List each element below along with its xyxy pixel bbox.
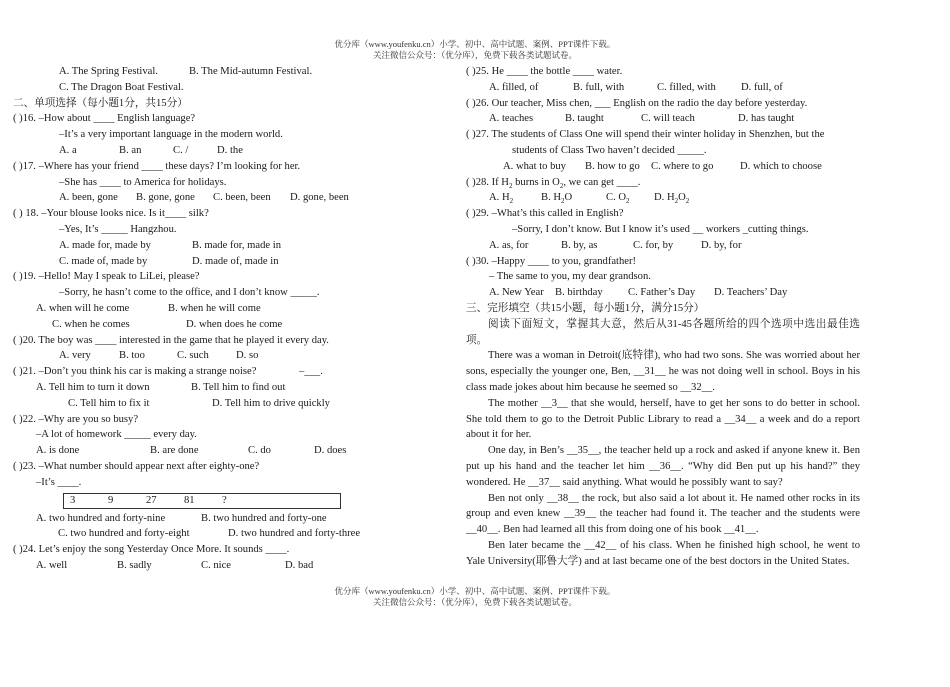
option-c[interactable]: C. Tell him to fix it (68, 397, 150, 409)
question-30-line2: – The same to you, my dear grandson. (489, 271, 651, 283)
option-d[interactable]: D. the (217, 144, 243, 156)
option-a[interactable]: A. Tell him to turn it down (36, 381, 150, 393)
question-19-stem: ( )19. –Hello! May I speak to LiLei, please? (13, 271, 200, 283)
option-a[interactable]: A. two hundred and forty-nine (36, 512, 166, 524)
option-b[interactable]: B. taught (565, 113, 604, 125)
question-21-answer-blank: –___. (299, 366, 323, 378)
subscript: 2 (559, 181, 564, 190)
question-15-option-c (13, 80, 453, 96)
option-a[interactable]: A. been, gone (59, 192, 118, 204)
option-d[interactable]: D. by, for (701, 239, 742, 251)
sequence-item: 81 (184, 494, 195, 506)
question-27-stem: ( )27. The students of Class One will spend their winter holiday in Shenzhen, but the (466, 129, 825, 141)
option-c[interactable]: C. Father’s Day (628, 287, 696, 299)
question-16-stem: ( )16. –How about ____ English language? (13, 113, 196, 125)
question-20-stem: ( )20. The boy was ____ interested in the game that he played it every day. (13, 334, 329, 346)
option-a[interactable]: A. as, for (489, 239, 529, 251)
question-17-line2: –She has ____ to America for holidays. (59, 176, 227, 188)
option-d[interactable]: D. does (314, 445, 347, 457)
option-b[interactable]: B. two hundred and forty-one (201, 512, 327, 524)
passage-paragraph-3: One day, in Ben’s __35__, the teacher held up a rock and asked if anyone knew it. Ben put up his hand and the teacher let him __36__. “Why did Ben put up his hand?” they wondered. He __37__ said anything. What would he possibly want to say? (466, 445, 860, 488)
header-line-2: 关注微信公众号：（优分库），免费下载各类试题试卷。 (372, 50, 577, 60)
option-d[interactable]: D. which to choose (740, 160, 822, 172)
subscript: 2 (509, 197, 514, 206)
option-d[interactable]: D. so (236, 350, 259, 362)
subscript: 2 (685, 197, 690, 206)
option-b[interactable]: B. when he will come (168, 302, 261, 314)
option-c[interactable]: C. will teach (641, 113, 695, 125)
question-21-options-cd (13, 396, 453, 412)
option-a[interactable]: A. teaches (489, 113, 534, 125)
option-b[interactable]: B. too (119, 350, 145, 362)
option-b[interactable]: B. gone, gone (136, 192, 195, 204)
subscript: 2 (561, 197, 565, 206)
option-c[interactable]: C. where to go (651, 160, 714, 172)
option-b[interactable]: B. sadly (117, 559, 152, 571)
question-18-stem: ( ) 18. –Your blouse looks nice. Is it____ silk? (13, 208, 209, 220)
option-a[interactable]: A. The Spring Festival. (59, 66, 158, 77)
option-c[interactable]: C. been, been (213, 192, 271, 204)
option-b[interactable]: B. full, with (573, 81, 625, 93)
question-29-options (466, 238, 860, 254)
option-d[interactable]: D. bad (285, 559, 314, 571)
page-footer (0, 586, 950, 608)
question-28-text-b: burns in O (512, 176, 560, 188)
option-a[interactable]: A. very (59, 350, 91, 362)
option-d[interactable]: D. when does he come (186, 318, 283, 330)
question-25-options (466, 80, 860, 96)
question-22-stem: ( )22. –Why are you so busy? (13, 413, 139, 425)
question-24-stem: ( )24. Let’s enjoy the song Yesterday Once More. It sounds ____. (13, 544, 290, 556)
section-2-title: 二、单项选择（每小题1分，共15分） (13, 97, 188, 109)
question-28-options (466, 190, 860, 206)
option-d-text-mid: O (678, 192, 686, 204)
question-16-line2: –It’s a very important language in the modern world. (59, 129, 283, 141)
option-b[interactable]: B. made for, made in (192, 239, 282, 251)
question-23-stem: ( )23. –What number should appear next after eighty-one? (13, 460, 260, 472)
question-26-options (466, 111, 860, 127)
sequence-item: ? (222, 494, 227, 506)
passage-paragraph-4: Ben not only __38__ the rock, but also said a lot about it. He named other rocks in its group and even knew __39__ the teacher had found it. The teacher and the students were __40__. Ben had learned all this from doing one of his book __41__. (466, 492, 860, 536)
option-b[interactable]: B. an (119, 144, 142, 156)
question-28-stem (466, 175, 860, 191)
passage-paragraph-2: The mother __3__ that she would, herself, have to get her sons to do better in school. She told them to go to the Detroit Public Library to read a __34__ a week and do a report about it for her. (466, 397, 860, 441)
question-22-options (13, 443, 453, 459)
header-line-1: 优分库（www.youfenku.cn）小学、初中、高中试题、案例、PPT课件下载。 (334, 39, 616, 49)
sequence-item: 9 (108, 494, 114, 506)
question-28-text-c: , we can get ____. (563, 176, 641, 188)
question-27-line2: students of Class Two haven’t decided _____. (512, 144, 707, 156)
question-20-options (13, 348, 453, 364)
option-b[interactable]: B. Tell him to find out (191, 381, 286, 393)
question-17-stem: ( )17. –Where has your friend ____ these days? I’m looking for her. (13, 160, 301, 172)
option-c[interactable]: C. two hundred and forty-eight (58, 528, 190, 540)
option-c[interactable]: C. for, by (633, 239, 674, 251)
question-22-line2: –A lot of homework _____ every day. (36, 429, 197, 441)
question-30-stem: ( )30. –Happy ____ to you, grandfather! (466, 255, 637, 267)
option-b[interactable]: B. how to go (585, 160, 640, 172)
question-23-options-ab (13, 511, 453, 527)
option-d[interactable]: D. Tell him to drive quickly (212, 397, 330, 409)
option-c[interactable]: C. when he comes (52, 318, 130, 330)
option-d[interactable]: D. two hundred and forty-three (228, 528, 361, 540)
question-29-stem: ( )29. –What’s this called in English? (466, 208, 624, 220)
question-24-options (13, 558, 453, 574)
subscript: 2 (674, 197, 679, 206)
question-21-stem (13, 364, 453, 380)
section-3-title: 三、完形填空（共15小题，每小题1分，满分15分） (466, 302, 705, 314)
option-c[interactable]: C. made of, made by (59, 255, 148, 267)
option-d-text: D. H (654, 192, 675, 204)
footer-line-1: 优分库（www.youfenku.cn）小学、初中、高中试题、案例、PPT课件下载。 (334, 586, 616, 596)
question-16-options (13, 143, 453, 159)
sequence-item: 27 (146, 494, 157, 506)
option-c-text: C. O (606, 192, 627, 204)
option-c[interactable]: C. do (248, 445, 271, 457)
option-d[interactable]: D. Teachers’ Day (714, 287, 788, 299)
option-a[interactable]: A. when will he come (36, 302, 130, 314)
option-a-text: A. H (489, 192, 510, 204)
question-17-options (13, 190, 453, 206)
option-b-text: B. H (541, 192, 562, 204)
question-21-text: ( )21. –Don’t you think his car is making a strange noise? (13, 366, 257, 378)
option-a[interactable]: A. is done (36, 445, 80, 457)
option-a[interactable]: A. filled, of (489, 81, 539, 93)
right-column (466, 64, 860, 570)
option-a[interactable]: A. a (59, 144, 77, 156)
option-b[interactable]: B. are done (150, 445, 199, 457)
option-d[interactable]: D. full, of (741, 81, 783, 93)
option-b-text-tail: O (564, 192, 573, 204)
passage-paragraph-1: There was a woman in Detroit(底特律), who had two sons. She was worried about her sons, especially the younger one, Ben, __31__ he was not doing well in school. Boys in his class made jokes about him because he seemed so __32__. (466, 350, 860, 393)
subscript: 2 (626, 197, 630, 206)
left-column (13, 64, 453, 574)
option-c[interactable]: C. such (177, 350, 209, 362)
option-c[interactable]: C. filled, with (657, 81, 716, 93)
question-23-options-cd (13, 526, 453, 542)
page-header (0, 39, 950, 61)
option-a[interactable]: A. made for, made by (59, 239, 151, 251)
option-a[interactable]: A. what to buy (503, 160, 566, 172)
option-d[interactable]: D. made of, made in (192, 255, 279, 267)
question-19-options-ab (13, 301, 453, 317)
question-18-options-ab (13, 238, 453, 254)
number-sequence-box (63, 493, 341, 509)
question-28-text-a: ( )28. If H (466, 176, 509, 188)
question-19-line2: –Sorry, he hasn’t come to the office, and I don’t know _____. (59, 287, 320, 299)
passage-paragraph-5: Ben later became the __42__ of his class. When he finished high school, he went to Yale University(耶鲁大学) and at last became one of the best doctors in the United States. (466, 539, 860, 567)
option-a[interactable]: A. New Year (489, 287, 544, 299)
question-18-line2: –Yes, It’s _____ Hangzhou. (59, 223, 177, 235)
question-26-stem: ( )26. Our teacher, Miss chen, ___ English on the radio the day before yesterday. (466, 97, 808, 109)
option-b[interactable]: B. The Mid-autumn Festival. (189, 66, 313, 77)
option-b[interactable]: B. by, as (561, 239, 598, 251)
question-18-options-cd (13, 254, 453, 270)
footer-line-2: 关注微信公众号：（优分库），免费下载各类试题试卷。 (372, 597, 577, 607)
option-d[interactable]: D. has taught (738, 113, 795, 125)
question-15-options-ab (13, 64, 453, 80)
question-21-options-ab (13, 380, 453, 396)
option-c[interactable]: C. / (173, 144, 189, 156)
option-c[interactable]: C. The Dragon Boat Festival. (59, 81, 184, 93)
question-23-line2: –It’s ____. (36, 476, 82, 488)
sequence-item: 3 (70, 494, 76, 506)
question-19-options-cd (13, 317, 453, 333)
option-a[interactable]: A. well (36, 559, 68, 571)
option-c[interactable]: C. nice (201, 559, 232, 571)
question-27-options (466, 159, 860, 175)
option-b[interactable]: B. birthday (555, 287, 603, 299)
question-30-options (466, 285, 860, 301)
subscript: 2 (508, 181, 513, 190)
cloze-instructions: 阅读下面短文，掌握其大意，然后从31-45各题所给的四个选项中选出最佳选项。 (466, 318, 860, 346)
question-29-line2: –Sorry, I don’t know. But I know it’s used __ workers _cutting things. (512, 223, 809, 235)
option-d[interactable]: D. gone, been (290, 192, 349, 204)
question-25-stem: ( )25. He ____ the bottle ____ water. (466, 66, 623, 77)
